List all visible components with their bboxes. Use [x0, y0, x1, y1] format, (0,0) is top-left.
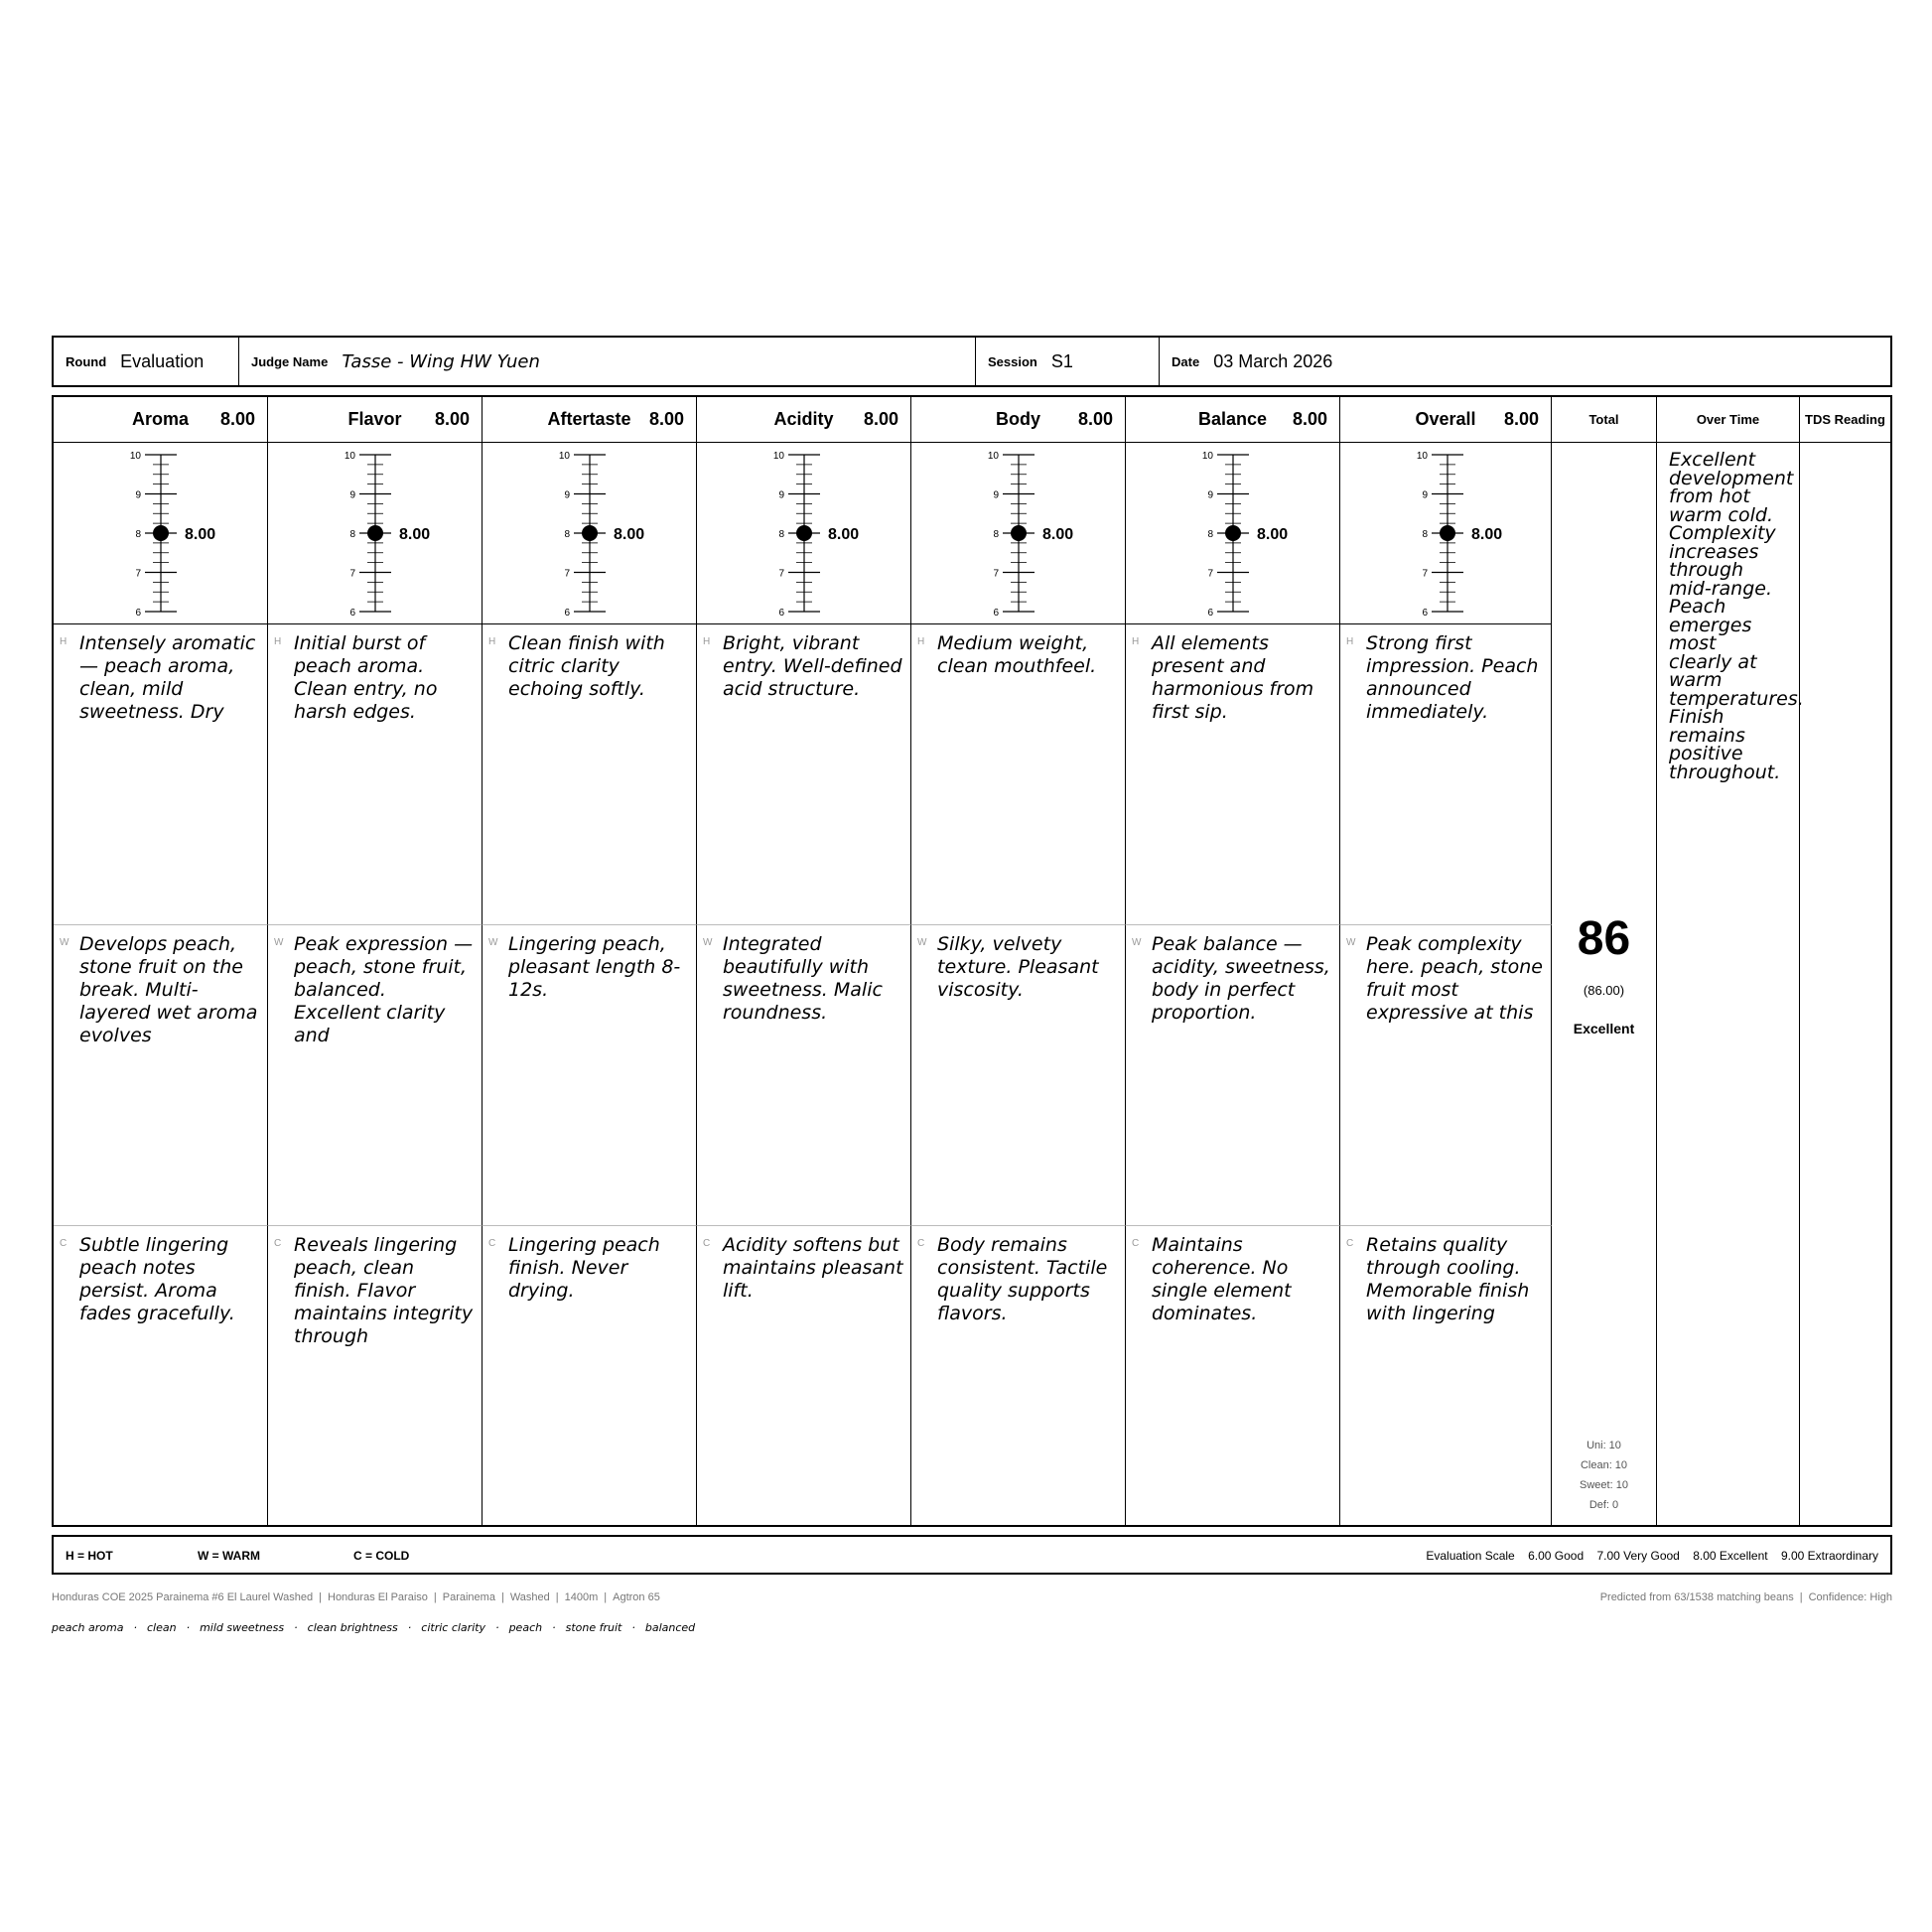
overall-scale-tick-label: 7 — [1422, 568, 1428, 580]
overall-name: Overall — [1415, 409, 1476, 429]
flavor-scale-tick-label: 7 — [349, 568, 355, 580]
body-scale-tick-label: 8 — [993, 529, 999, 540]
flavor-hot-tag: H — [274, 636, 282, 647]
acidity-name: Acidity — [773, 409, 834, 429]
flavor-tag: peach aroma — [52, 1621, 124, 1634]
flavor-tags — [52, 1621, 695, 1634]
separator: | — [500, 1591, 504, 1603]
bean-metadata — [52, 1591, 660, 1603]
overall-scale-tick-label: 9 — [1422, 489, 1428, 501]
over-time-header: Over Time — [1657, 397, 1800, 443]
balance-name: Balance — [1197, 409, 1268, 429]
flavor-tag: clean brightness — [307, 1621, 398, 1634]
acidity-warm-note — [697, 925, 911, 1226]
scale-very-good: 7.00 Very Good — [1596, 1549, 1680, 1563]
acidity-warm-tag: W — [703, 937, 713, 948]
balance-header — [1126, 397, 1340, 443]
balance-warm-text: Peak balance — acidity, sweetness, body in perfect proportion. — [1152, 933, 1330, 1024]
aftertaste-score: 8.00 — [648, 409, 684, 429]
flavor-scale-tick-label: 6 — [349, 608, 355, 619]
flavor-cold-text: Reveals lingering peach, clean finish. Flavor maintains integrity through — [294, 1234, 474, 1347]
aroma-hot-text: Intensely aromatic — peach aroma, clean, mild sweetness. Dry — [79, 632, 256, 723]
flavor-scale-tick-label: 8 — [349, 529, 355, 540]
acidity-hot-note — [697, 624, 911, 925]
aroma-header — [54, 397, 268, 443]
balance-warm-tag: W — [1132, 937, 1142, 948]
balance-scale-tick-label: 6 — [1207, 608, 1213, 619]
aftertaste-scale-tick-label: 6 — [564, 608, 570, 619]
aftertaste-warm-text: Lingering peach, pleasant length 8-12s. — [508, 933, 681, 1001]
scale-excellent: 8.00 Excellent — [1693, 1549, 1768, 1563]
separator: | — [1799, 1591, 1803, 1603]
aroma-scale-tick-label: 6 — [135, 608, 141, 619]
acidity-cold-tag: C — [703, 1238, 711, 1249]
aroma-warm-note — [54, 925, 268, 1226]
aftertaste-cold-tag: C — [488, 1238, 496, 1249]
body-score-marker-label: 8.00 — [1042, 526, 1074, 543]
uniformity-value: Uni: 10 — [1587, 1440, 1621, 1451]
aftertaste-score-marker-label: 8.00 — [614, 526, 645, 543]
overall-scale-tick-label: 8 — [1422, 529, 1428, 540]
metadata-item: Honduras COE 2025 Parainema #6 El Laurel Washed — [52, 1591, 314, 1603]
flavor-scale-tick-label: 10 — [344, 451, 355, 462]
aroma-hot-tag: H — [60, 636, 68, 647]
flavor-scale-tick-label: 9 — [349, 489, 355, 501]
aftertaste-scale-tick-label: 7 — [564, 568, 570, 580]
flavor-tag: citric clarity — [421, 1621, 486, 1634]
flavor-score-marker-label: 8.00 — [399, 526, 431, 543]
prediction-item: Predicted from 63/1538 matching beans — [1599, 1591, 1794, 1603]
total-column — [1552, 443, 1657, 1527]
acidity-score-marker — [796, 525, 812, 541]
aftertaste-warm-tag: W — [488, 937, 498, 948]
acidity-warm-text: Integrated beautifully with sweetness. Malic roundness. — [723, 933, 883, 1024]
balance-score: 8.00 — [1292, 409, 1327, 429]
balance-hot-tag: H — [1132, 636, 1140, 647]
acidity-scale-tick-label: 6 — [778, 608, 784, 619]
prediction-item: Confidence: High — [1808, 1591, 1892, 1603]
flavor-warm-text: Peak expression — peach, stone fruit, balanced. Excellent clarity and — [294, 933, 474, 1046]
flavor-warm-tag: W — [274, 937, 284, 948]
total-grade: Excellent — [1573, 1021, 1635, 1036]
balance-cold-text: Maintains coherence. No single element dominates. — [1152, 1234, 1292, 1324]
balance-scale-tick-label: 10 — [1201, 451, 1213, 462]
overall-cold-note — [1340, 1226, 1552, 1527]
aroma-warm-text: Develops peach, stone fruit on the break. Multi-layered wet aroma evolves — [79, 933, 258, 1046]
separator: | — [604, 1591, 608, 1603]
aftertaste-warm-note — [483, 925, 697, 1226]
aroma-score-marker-label: 8.00 — [185, 526, 216, 543]
metadata-item: 1400m — [564, 1591, 599, 1603]
balance-score-marker-label: 8.00 — [1257, 526, 1289, 543]
overall-scale-graphic — [1340, 443, 1555, 624]
balance-scale-graphic — [1126, 443, 1340, 624]
separator: | — [555, 1591, 559, 1603]
aroma-cold-note — [54, 1226, 268, 1527]
tds-header: TDS Reading — [1800, 397, 1890, 443]
date-field — [1159, 338, 1890, 385]
aroma-scale-tick-label: 8 — [135, 529, 141, 540]
total-precise: (86.00) — [1583, 983, 1625, 998]
body-hot-note — [911, 624, 1126, 925]
overall-scale — [1340, 443, 1552, 624]
total-header: Total — [1552, 397, 1657, 443]
flavor-scale-graphic — [268, 443, 483, 624]
separator: | — [433, 1591, 437, 1603]
legend-cold: C = COLD — [353, 1549, 410, 1563]
balance-cold-tag: C — [1132, 1238, 1140, 1249]
acidity-scale — [697, 443, 911, 624]
over-time-notes: Excellent development from hot warm cold. Complexity increases through mid-range. Peach emerges most clearly at warm temperatures. Finish remains positive throughout. — [1669, 449, 1804, 783]
overall-hot-text: Strong first impression. Peach announced immediately. — [1366, 632, 1539, 723]
balance-warm-note — [1126, 925, 1340, 1226]
overall-cold-tag: C — [1346, 1238, 1354, 1249]
aroma-name: Aroma — [131, 409, 189, 429]
balance-scale-tick-label: 7 — [1207, 568, 1213, 580]
overall-warm-tag: W — [1346, 937, 1356, 948]
evaluation-scale — [1426, 1549, 1878, 1563]
flavor-tag: mild sweetness — [200, 1621, 285, 1634]
body-cold-text: Body remains consistent. Tactile quality supports flavors. — [937, 1234, 1108, 1324]
clean-cup-value: Clean: 10 — [1580, 1459, 1628, 1471]
acidity-header — [697, 397, 911, 443]
aroma-scale-tick-label: 9 — [135, 489, 141, 501]
score-grid — [52, 395, 1892, 1527]
separator-dot: · — [133, 1621, 137, 1634]
legend-bar — [52, 1535, 1892, 1575]
attribute-summary — [1552, 1436, 1656, 1515]
flavor-tag: stone fruit — [565, 1621, 622, 1634]
defects-value: Def: 0 — [1588, 1499, 1619, 1511]
acidity-hot-text: Bright, vibrant entry. Well-defined acid structure. — [723, 632, 902, 700]
acidity-score-marker-label: 8.00 — [828, 526, 860, 543]
flavor-name: Flavor — [347, 409, 402, 429]
judge-field — [238, 338, 975, 385]
session-label: Session — [988, 353, 1037, 369]
aftertaste-cold-note — [483, 1226, 697, 1527]
overall-header — [1340, 397, 1552, 443]
overall-score: 8.00 — [1503, 409, 1539, 429]
overall-warm-note — [1340, 925, 1552, 1226]
separator-dot: · — [407, 1621, 412, 1634]
separator-dot: · — [186, 1621, 191, 1634]
body-score-marker — [1011, 525, 1027, 541]
acidity-hot-tag: H — [703, 636, 711, 647]
acidity-score: 8.00 — [863, 409, 898, 429]
body-header — [911, 397, 1126, 443]
aftertaste-scale-tick-label: 9 — [564, 489, 570, 501]
overall-hot-note — [1340, 624, 1552, 925]
separator-dot: · — [552, 1621, 556, 1634]
flavor-tag: clean — [146, 1621, 177, 1634]
balance-scale — [1126, 443, 1340, 624]
scale-extraordinary: 9.00 Extraordinary — [1780, 1549, 1878, 1563]
metadata-item: Parainema — [442, 1591, 495, 1603]
balance-hot-note — [1126, 624, 1340, 925]
body-hot-tag: H — [917, 636, 925, 647]
balance-cold-note — [1126, 1226, 1340, 1527]
body-cold-note — [911, 1226, 1126, 1527]
body-name: Body — [996, 409, 1040, 429]
judge-label: Judge Name — [251, 353, 329, 369]
scale-good: 6.00 Good — [1528, 1549, 1585, 1563]
acidity-cold-note — [697, 1226, 911, 1527]
aftertaste-name: Aftertaste — [547, 409, 631, 429]
round-field — [54, 338, 238, 385]
body-scale-tick-label: 7 — [993, 568, 999, 580]
aftertaste-hot-text: Clean finish with citric clarity echoing softly. — [508, 632, 665, 700]
aroma-hot-note — [54, 624, 268, 925]
legend-hot: H = HOT — [66, 1549, 113, 1563]
body-scale-tick-label: 6 — [993, 608, 999, 619]
acidity-scale-graphic — [697, 443, 911, 624]
overall-scale-tick-label: 10 — [1416, 451, 1428, 462]
body-scale — [911, 443, 1126, 624]
separator-dot: · — [495, 1621, 499, 1634]
aftertaste-cold-text: Lingering peach finish. Never drying. — [508, 1234, 660, 1302]
flavor-header — [268, 397, 483, 443]
flavor-cold-tag: C — [274, 1238, 282, 1249]
aftertaste-hot-tag: H — [488, 636, 496, 647]
date-value: 03 March 2026 — [1213, 350, 1333, 371]
balance-scale-tick-label: 9 — [1207, 489, 1213, 501]
total-score: 86 — [1577, 912, 1631, 965]
balance-scale-tick-label: 8 — [1207, 529, 1213, 540]
aroma-score: 8.00 — [219, 409, 255, 429]
round-value: Evaluation — [120, 350, 205, 371]
acidity-scale-tick-label: 9 — [778, 489, 784, 501]
body-hot-text: Medium weight, clean mouthfeel. — [937, 632, 1097, 677]
acidity-scale-tick-label: 10 — [772, 451, 784, 462]
scale-label: Evaluation Scale — [1426, 1549, 1515, 1563]
body-warm-note — [911, 925, 1126, 1226]
prediction-info — [1600, 1591, 1892, 1603]
overall-scale-tick-label: 6 — [1422, 608, 1428, 619]
aroma-warm-tag: W — [60, 937, 69, 948]
aroma-scale-graphic — [54, 443, 268, 624]
flavor-tag: balanced — [644, 1621, 696, 1634]
tds-column — [1800, 443, 1890, 1527]
body-warm-text: Silky, velvety texture. Pleasant viscosity. — [937, 933, 1099, 1001]
header-bar — [52, 336, 1892, 387]
aftertaste-scale — [483, 443, 697, 624]
session-field — [975, 338, 1159, 385]
aftertaste-header — [483, 397, 697, 443]
flavor-tag: peach — [508, 1621, 543, 1634]
aftertaste-score-marker — [582, 525, 598, 541]
legend-warm: W = WARM — [198, 1549, 260, 1563]
overall-warm-text: Peak complexity here. peach, stone fruit most expressive at this — [1366, 933, 1543, 1024]
flavor-score-marker — [367, 525, 383, 541]
overall-hot-tag: H — [1346, 636, 1354, 647]
over-time-column — [1657, 443, 1804, 1527]
body-scale-tick-label: 9 — [993, 489, 999, 501]
acidity-scale-tick-label: 8 — [778, 529, 784, 540]
separator-dot: · — [631, 1621, 635, 1634]
flavor-cold-note — [268, 1226, 483, 1527]
aftertaste-scale-tick-label: 10 — [558, 451, 570, 462]
aroma-scale-tick-label: 10 — [129, 451, 141, 462]
acidity-scale-tick-label: 7 — [778, 568, 784, 580]
separator: | — [319, 1591, 322, 1603]
body-score: 8.00 — [1077, 409, 1113, 429]
session-value: S1 — [1050, 350, 1073, 371]
overall-score-marker — [1440, 525, 1455, 541]
overall-cold-text: Retains quality through cooling. Memorable finish with lingering — [1366, 1234, 1530, 1324]
metadata-item: Honduras El Paraiso — [328, 1591, 428, 1603]
body-warm-tag: W — [917, 937, 927, 948]
body-cold-tag: C — [917, 1238, 925, 1249]
round-label: Round — [66, 353, 107, 369]
body-scale-tick-label: 10 — [987, 451, 999, 462]
metadata-item: Washed — [509, 1591, 550, 1603]
aroma-cold-tag: C — [60, 1238, 68, 1249]
judge-value: Tasse - Wing HW Yuen — [342, 350, 540, 372]
flavor-score: 8.00 — [434, 409, 470, 429]
date-label: Date — [1172, 353, 1200, 369]
flavor-hot-note — [268, 624, 483, 925]
balance-hot-text: All elements present and harmonious from first sip. — [1152, 632, 1314, 723]
flavor-hot-text: Initial burst of peach aroma. Clean entry, no harsh edges. — [294, 632, 438, 723]
aroma-cold-text: Subtle lingering peach notes persist. Aroma fades gracefully. — [79, 1234, 235, 1324]
overall-score-marker-label: 8.00 — [1471, 526, 1503, 543]
aftertaste-hot-note — [483, 624, 697, 925]
aroma-score-marker — [153, 525, 169, 541]
aftertaste-scale-tick-label: 8 — [564, 529, 570, 540]
sweetness-value: Sweet: 10 — [1580, 1479, 1628, 1491]
aroma-scale — [54, 443, 268, 624]
acidity-cold-text: Acidity softens but maintains pleasant lift. — [723, 1234, 903, 1302]
body-scale-graphic — [911, 443, 1126, 624]
aftertaste-scale-graphic — [483, 443, 697, 624]
flavor-scale — [268, 443, 483, 624]
aroma-scale-tick-label: 7 — [135, 568, 141, 580]
balance-score-marker — [1225, 525, 1241, 541]
flavor-warm-note — [268, 925, 483, 1226]
metadata-item: Agtron 65 — [613, 1591, 660, 1603]
separator-dot: · — [294, 1621, 298, 1634]
